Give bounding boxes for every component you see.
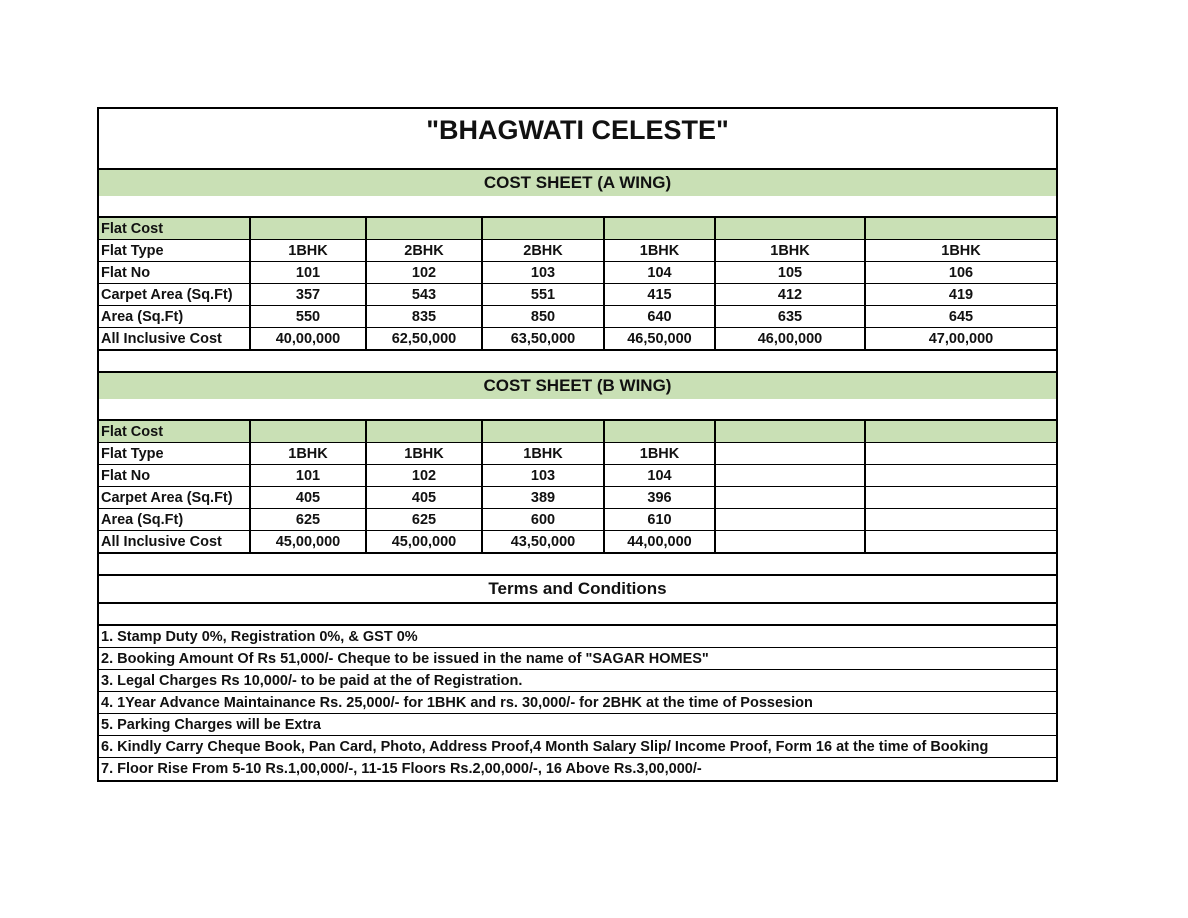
wing-a-table [99, 218, 1056, 351]
terms-item: 5. Parking Charges will be Extra [99, 714, 1056, 736]
table-cell [866, 509, 1056, 530]
table-cell: 45,00,000 [251, 531, 367, 552]
table-cell: 40,00,000 [251, 328, 367, 349]
table-cell: 101 [251, 262, 367, 283]
table-cell: 396 [605, 487, 716, 508]
table-cell: 389 [483, 487, 605, 508]
row-label: Flat Type [99, 240, 251, 261]
table-cell: 105 [716, 262, 866, 283]
table-cell: 101 [251, 465, 367, 486]
table-cell: 63,50,000 [483, 328, 605, 349]
header-cell [866, 218, 1056, 239]
table-row [99, 487, 1056, 509]
cost-sheet [97, 107, 1058, 782]
terms-item: 1. Stamp Duty 0%, Registration 0%, & GST 0% [99, 626, 1056, 648]
table-row [99, 240, 1056, 262]
table-row [99, 328, 1056, 351]
table-cell: 45,00,000 [367, 531, 483, 552]
header-cell [605, 218, 716, 239]
table-cell: 103 [483, 465, 605, 486]
row-label: Flat Cost [99, 421, 251, 442]
row-label: Area (Sq.Ft) [99, 509, 251, 530]
row-label: Carpet Area (Sq.Ft) [99, 284, 251, 305]
table-cell: 2BHK [483, 240, 605, 261]
table-cell: 600 [483, 509, 605, 530]
table-cell: 640 [605, 306, 716, 327]
table-row [99, 443, 1056, 465]
spacer [99, 554, 1056, 576]
table-cell [866, 487, 1056, 508]
header-cell [483, 218, 605, 239]
table-cell: 103 [483, 262, 605, 283]
table-cell [716, 465, 866, 486]
wing-b-table [99, 421, 1056, 554]
table-cell: 419 [948, 286, 974, 303]
table-cell: 357 [251, 284, 367, 305]
spacer [99, 196, 1056, 218]
row-label: All Inclusive Cost [99, 531, 251, 552]
terms-list [99, 626, 1056, 780]
table-cell: 44,00,000 [605, 531, 716, 552]
table-row [99, 509, 1056, 531]
terms-heading: Terms and Conditions [99, 576, 1056, 604]
table-cell: 551 [483, 284, 605, 305]
terms-item: 3. Legal Charges Rs 10,000/- to be paid at the of Registration. [99, 670, 1056, 692]
terms-item: 6. Kindly Carry Cheque Book, Pan Card, Photo, Address Proof,4 Month Salary Slip/ Income Proof, Form 16 at the time of Booking [99, 736, 1056, 758]
project-title: "BHAGWATI CELESTE" [99, 109, 1056, 170]
table-cell [866, 465, 1056, 486]
terms-item: 2. Booking Amount Of Rs 51,000/- Cheque to be issued in the name of "SAGAR HOMES" [99, 648, 1056, 670]
table-cell: 43,50,000 [483, 531, 605, 552]
table-cell: 550 [251, 306, 367, 327]
table-cell: 405 [251, 487, 367, 508]
table-cell [866, 443, 1056, 464]
table-cell: 405 [367, 487, 483, 508]
table-cell: 645 [948, 308, 974, 325]
table-cell: 62,50,000 [367, 328, 483, 349]
table-cell: 2BHK [367, 240, 483, 261]
table-cell: 625 [367, 509, 483, 530]
table-cell: 47,00,000 [928, 330, 994, 347]
table-row [99, 465, 1056, 487]
table-cell: 46,00,000 [716, 328, 866, 349]
header-cell [367, 421, 483, 442]
table-row [99, 306, 1056, 328]
table-cell [716, 509, 866, 530]
table-cell: 1BHK [716, 240, 866, 261]
terms-item: 4. 1Year Advance Maintainance Rs. 25,000/- for 1BHK and rs. 30,000/- for 2BHK at the time of Possesion [99, 692, 1056, 714]
table-cell: 835 [367, 306, 483, 327]
table-cell: 850 [483, 306, 605, 327]
spacer [99, 399, 1056, 421]
table-cell: 412 [716, 284, 866, 305]
wing-a-heading: COST SHEET (A WING) [99, 170, 1056, 196]
table-cell: 104 [605, 262, 716, 283]
row-label: Flat No [99, 465, 251, 486]
table-cell: 1BHK [367, 443, 483, 464]
table-cell: 102 [367, 465, 483, 486]
table-cell: 610 [605, 509, 716, 530]
row-label: Area (Sq.Ft) [99, 306, 251, 327]
flat-cost-header-row [99, 421, 1056, 443]
header-cell [367, 218, 483, 239]
header-cell [483, 421, 605, 442]
spacer [99, 351, 1056, 373]
table-cell: 102 [367, 262, 483, 283]
row-label: Flat Type [99, 443, 251, 464]
terms-item: 7. Floor Rise From 5-10 Rs.1,00,000/-, 11-15 Floors Rs.2,00,000/-, 16 Above Rs.3,00,000/- [101, 761, 702, 777]
table-cell: 1BHK [941, 242, 981, 259]
spacer [99, 604, 1056, 626]
header-cell [866, 421, 1056, 442]
table-cell: 625 [251, 509, 367, 530]
table-cell: 1BHK [251, 240, 367, 261]
table-cell [866, 531, 1056, 552]
header-cell [251, 218, 367, 239]
header-cell [716, 218, 866, 239]
table-row [99, 262, 1056, 284]
table-row [99, 531, 1056, 554]
row-label: All Inclusive Cost [99, 328, 251, 349]
table-cell: 104 [605, 465, 716, 486]
table-cell: 1BHK [251, 443, 367, 464]
wing-b-heading: COST SHEET (B WING) [99, 373, 1056, 399]
table-cell: 1BHK [605, 443, 716, 464]
table-cell [716, 531, 866, 552]
table-row [99, 284, 1056, 306]
table-cell: 1BHK [605, 240, 716, 261]
header-cell [251, 421, 367, 442]
table-cell: 635 [716, 306, 866, 327]
table-cell: 46,50,000 [605, 328, 716, 349]
table-cell [716, 487, 866, 508]
row-label: Flat No [99, 262, 251, 283]
header-cell [605, 421, 716, 442]
table-cell [716, 443, 866, 464]
table-cell: 106 [948, 264, 974, 281]
table-cell: 415 [605, 284, 716, 305]
row-label: Flat Cost [99, 218, 251, 239]
header-cell [716, 421, 866, 442]
table-cell: 1BHK [483, 443, 605, 464]
row-label: Carpet Area (Sq.Ft) [99, 487, 251, 508]
flat-cost-header-row [99, 218, 1056, 240]
table-cell: 543 [367, 284, 483, 305]
